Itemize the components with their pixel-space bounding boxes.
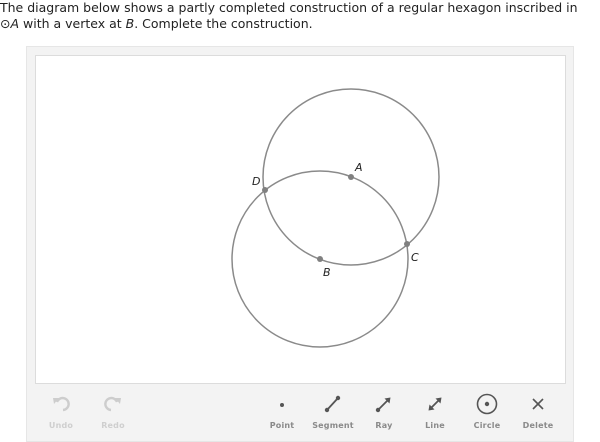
line-tool-button[interactable]: Line [410,390,460,438]
undo-button[interactable]: Undo [36,390,86,438]
redo-icon [88,390,138,418]
point-c[interactable] [404,241,410,247]
point-tool-button[interactable]: Point [257,390,307,438]
prompt-line-2: ⊙A with a vertex at B. Complete the construction. [0,16,313,31]
point-a[interactable] [348,174,354,180]
delete-tool-button[interactable]: Delete [513,390,563,438]
undo-icon [36,390,86,418]
point-label-b: B [323,266,331,279]
point-label-a: A [355,161,363,174]
point-b[interactable] [317,256,323,262]
circle-tool-button[interactable]: Circle [462,390,512,438]
circle-icon [462,390,512,418]
toolbar [26,390,574,440]
line-icon [410,390,460,418]
circle-name: A [10,16,20,31]
prompt-line-1: The diagram below shows a partly completed construction of a regular hexagon inscribed in [0,0,578,15]
point-label-c: C [411,251,419,264]
point-d[interactable] [262,187,268,193]
ray-icon [359,390,409,418]
circle-symbol: ⊙ [0,16,11,31]
delete-icon [513,390,563,418]
point-label-d: D [252,175,261,188]
point-icon [257,390,307,418]
segment-icon [308,390,358,418]
vertex-name: B [125,16,135,31]
segment-tool-button[interactable]: Segment [308,390,358,438]
ray-tool-button[interactable]: Ray [359,390,409,438]
redo-button[interactable]: Redo [88,390,138,438]
